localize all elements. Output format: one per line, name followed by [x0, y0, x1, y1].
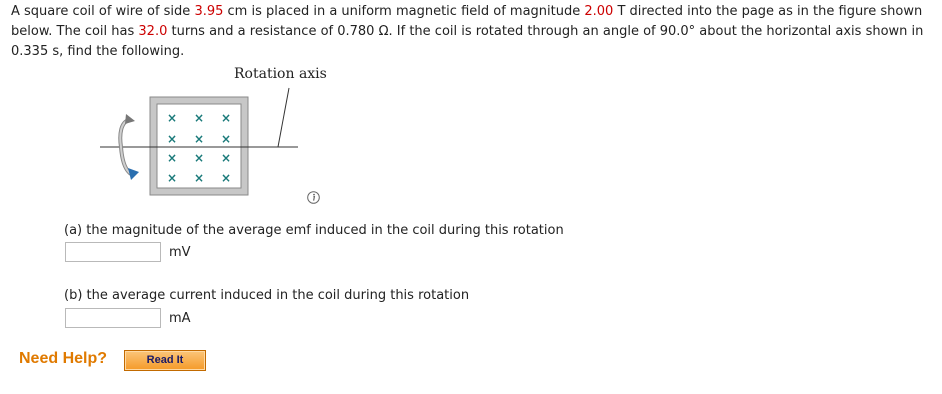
field-x: ×	[220, 171, 232, 185]
field-x: ×	[166, 132, 178, 146]
field-x: ×	[220, 132, 232, 146]
coil-figure	[95, 64, 335, 204]
field-x: ×	[166, 111, 178, 125]
problem-text-4: turns and a resistance of 0.780 Ω. If the coil is rotated through an angle of 90.0° about the horizontal axis shown in 0.335 s, find the following.	[11, 24, 924, 59]
unit-label-mv: mV	[169, 244, 191, 260]
field-x: ×	[193, 151, 205, 165]
read-it-button[interactable]: Read It	[124, 350, 206, 371]
info-icon[interactable]	[307, 191, 320, 204]
problem-text-3: T directed into the page as in the figure shown below. The coil has	[11, 4, 923, 39]
field-x: ×	[220, 151, 232, 165]
current-answer-input[interactable]	[65, 308, 161, 328]
need-help-label: Need Help?	[19, 350, 108, 367]
field-value: 2.00	[584, 4, 614, 19]
side-value: 3.95	[194, 4, 224, 19]
problem-text-1: A square coil of wire of side	[11, 4, 195, 19]
unit-label-ma: mA	[169, 310, 191, 326]
problem-statement	[11, 2, 936, 62]
rotation-axis-label: Rotation axis	[234, 66, 327, 82]
field-x: ×	[166, 151, 178, 165]
field-x: ×	[220, 111, 232, 125]
emf-answer-input[interactable]	[65, 242, 161, 262]
turns-value: 32.0	[138, 24, 168, 39]
field-x: ×	[193, 171, 205, 185]
field-x: ×	[193, 132, 205, 146]
field-x: ×	[166, 171, 178, 185]
axis-pointer-line	[278, 88, 289, 147]
field-x: ×	[193, 111, 205, 125]
question-a: (a) the magnitude of the average emf induced in the coil during this rotation	[64, 223, 564, 238]
question-b: (b) the average current induced in the coil during this rotation	[64, 288, 470, 303]
answer-row-a	[65, 241, 191, 263]
answer-row-b	[65, 307, 191, 329]
problem-text-2: cm is placed in a uniform magnetic field of magnitude	[223, 4, 585, 19]
